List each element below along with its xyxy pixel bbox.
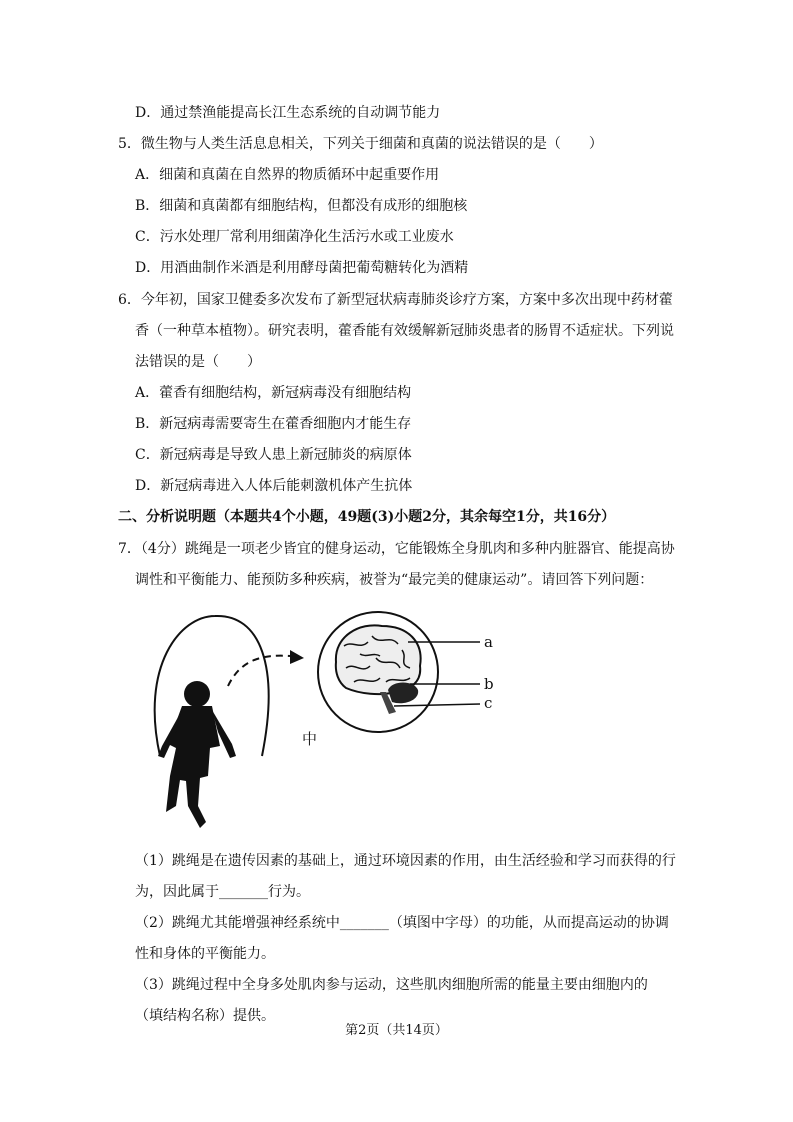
- option-6a: A．藿香有细胞结构，新冠病毒没有细胞结构: [135, 385, 412, 401]
- figure-char: 中: [302, 730, 318, 748]
- jump-rope-brain-figure: [140, 606, 540, 842]
- option-5d: D．用酒曲制作米酒是利用酵母菌把葡萄糖转化为酒精: [135, 260, 469, 276]
- question-6-stem-3: 法错误的是（ ）: [135, 354, 261, 370]
- option-6d: D．新冠病毒进入人体后能刺激机体产生抗体: [135, 478, 413, 494]
- sub-question-1-b: 为，因此属于_______行为。: [135, 884, 310, 900]
- option-5b: B．细菌和真菌都有细胞结构，但都没有成形的细胞核: [135, 198, 468, 214]
- sub-question-3-b: （填结构名称）提供。: [135, 1008, 275, 1024]
- option-6b: B．新冠病毒需要寄生在藿香细胞内才能生存: [135, 416, 412, 432]
- jumper-silhouette-icon: [158, 681, 236, 828]
- label-a: a: [484, 633, 493, 651]
- question-5-stem: 5．微生物与人类生活息息相关，下列关于细菌和真菌的说法错误的是（ ）: [118, 136, 603, 152]
- sub-question-1-a: （1）跳绳是在遗传因素的基础上，通过环境因素的作用，由生活经验和学习而获得的行: [135, 853, 676, 869]
- page-footer: 第2页（共14页）: [345, 1023, 448, 1038]
- question-6-stem-1: 6．今年初，国家卫健委多次发布了新型冠状病毒肺炎诊疗方案，方案中多次出现中药材藿: [118, 292, 673, 308]
- option-6c: C．新冠病毒是导致人患上新冠肺炎的病原体: [135, 447, 412, 463]
- option-4d: D．通过禁渔能提高长江生态系统的自动调节能力: [135, 105, 441, 121]
- section-heading: 二、分析说明题（本题共4个小题，49题(3)小题2分，其余每空1分，共16分）: [118, 509, 616, 525]
- option-5a: A．细菌和真菌在自然界的物质循环中起重要作用: [135, 167, 440, 183]
- sub-question-2-b: 性和身体的平衡能力。: [135, 946, 275, 962]
- sub-question-3-a: （3）跳绳过程中全身多处肌肉参与运动，这些肌肉细胞所需的能量主要由细胞内的: [135, 977, 648, 993]
- label-c: c: [484, 694, 493, 712]
- dashed-arrow-icon: [228, 656, 290, 686]
- question-7-stem-1: 7．（4分）跳绳是一项老少皆宜的健身运动，它能锻炼全身肌肉和多种内脏器官、能提高协: [118, 541, 675, 557]
- label-b: b: [484, 675, 494, 693]
- option-5c: C．污水处理厂常利用细菌净化生活污水或工业废水: [135, 229, 454, 245]
- sub-question-2-a: （2）跳绳尤其能增强神经系统中_______（填图中字母）的功能，从而提高运动的协调: [135, 915, 669, 931]
- question-7-stem-2: 调性和平衡能力、能预防多种疾病，被誉为“最完美的健康运动”。请回答下列问题：: [135, 572, 654, 588]
- question-6-stem-2: 香（一种草本植物）。研究表明，藿香能有效缓解新冠肺炎患者的肠胃不适症状。下列说: [135, 323, 674, 339]
